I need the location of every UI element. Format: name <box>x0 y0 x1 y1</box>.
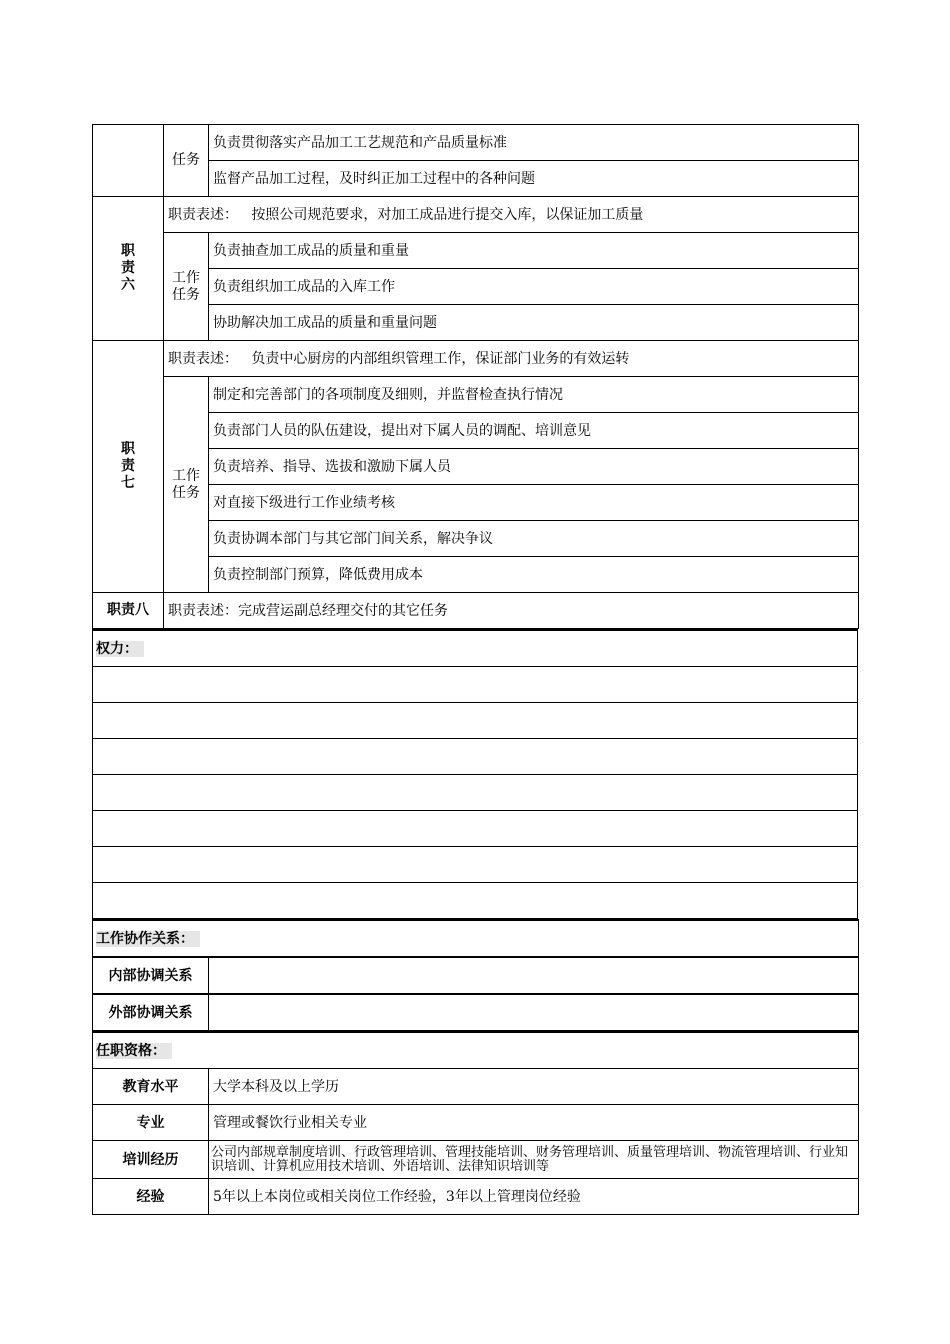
qualifications-heading <box>93 1032 859 1069</box>
major-value: 管理或餐饮行业相关专业 <box>209 1105 859 1141</box>
table-row <box>93 775 858 811</box>
table-row <box>93 197 859 233</box>
duty6-statement: 职责表述： 按照公司规范要求，对加工成品进行提交入库，以保证加工质量 <box>164 197 859 233</box>
external-coordination-value <box>209 994 859 1031</box>
duty6-task: 负责抽查加工成品的质量和重量 <box>209 233 859 269</box>
collaboration-heading <box>93 920 859 957</box>
duty5-task-label: 任务 <box>164 125 209 197</box>
collaboration-title: 工作协作关系： <box>96 931 200 947</box>
table-row <box>93 667 858 703</box>
duty7-task-label <box>164 377 209 593</box>
table-row <box>93 994 859 1031</box>
duty7-task-label-text: 工作任务 <box>171 467 200 501</box>
experience-label: 经验 <box>93 1179 209 1215</box>
duty5-label-cell <box>93 125 164 197</box>
authority-heading <box>93 630 858 667</box>
table-row <box>93 1032 859 1069</box>
training-label: 培训经历 <box>93 1141 209 1179</box>
table-row <box>93 1179 859 1215</box>
table-row <box>93 739 858 775</box>
table-row <box>93 703 858 739</box>
duty6-task-label <box>164 233 209 341</box>
duty7-task: 对直接下级进行工作业绩考核 <box>209 485 859 521</box>
duties-table <box>92 124 859 629</box>
table-row <box>93 1105 859 1141</box>
major-label: 专业 <box>93 1105 209 1141</box>
table-row <box>93 125 859 161</box>
duty5-task: 负责贯彻落实产品加工工艺规范和产品质量标准 <box>209 125 859 161</box>
duty5-task: 监督产品加工过程，及时纠正加工过程中的各种问题 <box>209 161 859 197</box>
duty6-task: 负责组织加工成品的入库工作 <box>209 269 859 305</box>
table-row <box>93 233 859 269</box>
internal-coordination-value <box>209 957 859 994</box>
duty7-task: 负责控制部门预算，降低费用成本 <box>209 557 859 593</box>
table-row <box>93 1069 859 1105</box>
qualifications-table <box>92 1031 859 1215</box>
internal-coordination-label: 内部协调关系 <box>93 957 209 994</box>
duty6-task-label-text: 工作任务 <box>171 269 200 303</box>
duty8-statement: 职责表述：完成营运副总经理交付的其它任务 <box>164 593 859 629</box>
duty7-task: 负责部门人员的队伍建设，提出对下属人员的调配、培训意见 <box>209 413 859 449</box>
education-value: 大学本科及以上学历 <box>209 1069 859 1105</box>
authority-blank-row <box>93 847 858 883</box>
duty8-label: 职责八 <box>93 593 164 629</box>
duty7-task: 负责培养、指导、选拔和激励下属人员 <box>209 449 859 485</box>
table-row <box>93 593 859 629</box>
authority-table <box>92 629 858 919</box>
table-row <box>93 920 859 957</box>
authority-blank-row <box>93 811 858 847</box>
authority-blank-row <box>93 739 858 775</box>
education-label: 教育水平 <box>93 1069 209 1105</box>
authority-blank-row <box>93 775 858 811</box>
duty7-task: 负责协调本部门与其它部门间关系，解决争议 <box>209 521 859 557</box>
authority-title: 权力： <box>96 641 144 657</box>
authority-blank-row <box>93 703 858 739</box>
duty7-label-text: 职责七 <box>120 441 135 491</box>
table-row <box>93 377 859 413</box>
duty6-task: 协助解决加工成品的质量和重量问题 <box>209 305 859 341</box>
authority-blank-row <box>93 883 858 919</box>
table-row <box>93 630 858 667</box>
table-row <box>93 811 858 847</box>
qualifications-title: 任职资格： <box>96 1043 172 1059</box>
table-row <box>93 847 858 883</box>
authority-blank-row <box>93 667 858 703</box>
duty6-label-text: 职责六 <box>120 243 135 293</box>
training-value: 公司内部规章制度培训、行政管理培训、管理技能培训、财务管理培训、质量管理培训、物流管理培训、行业知识培训、计算机应用技术培训、外语培训、法律知识培训等 <box>209 1141 859 1179</box>
duty6-label <box>93 197 164 341</box>
table-row <box>93 341 859 377</box>
external-coordination-label: 外部协调关系 <box>93 994 209 1031</box>
duty7-task: 制定和完善部门的各项制度及细则，并监督检查执行情况 <box>209 377 859 413</box>
duty7-statement: 职责表述： 负责中心厨房的内部组织管理工作，保证部门业务的有效运转 <box>164 341 859 377</box>
table-row <box>93 883 858 919</box>
table-row <box>93 957 859 994</box>
collaboration-table <box>92 919 859 1031</box>
experience-value: 5年以上本岗位或相关岗位工作经验，3年以上管理岗位经验 <box>209 1179 859 1215</box>
job-description-sheet <box>92 124 858 1215</box>
table-row <box>93 1141 859 1179</box>
duty7-label <box>93 341 164 593</box>
